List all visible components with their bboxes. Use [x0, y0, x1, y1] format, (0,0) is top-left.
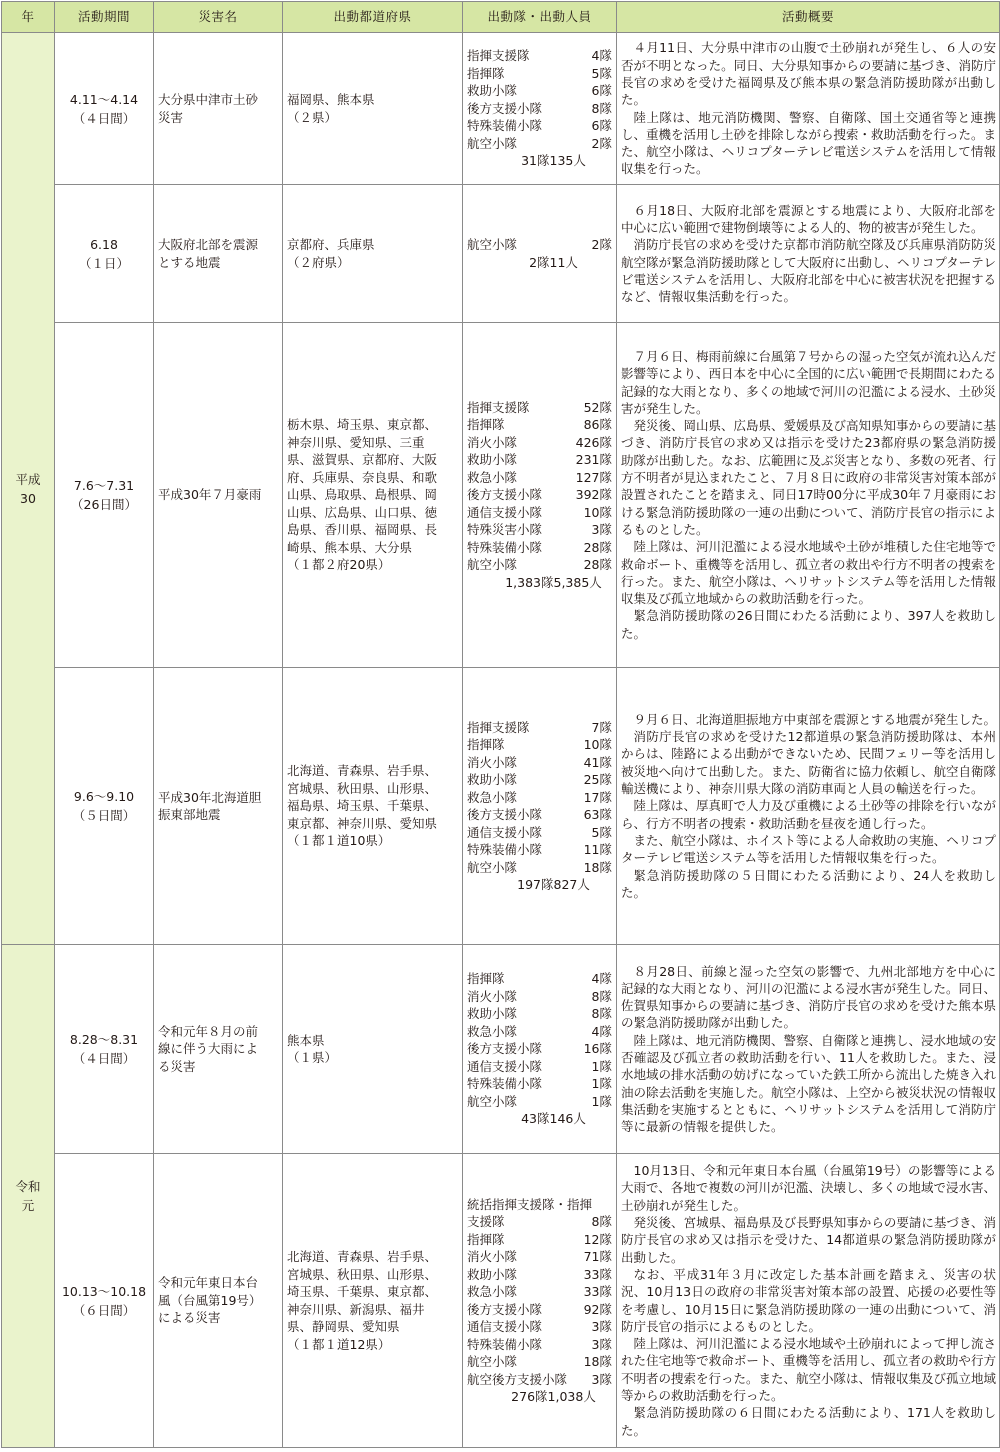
unit-count: 426隊 [575, 434, 612, 450]
overview-cell [617, 1154, 1000, 1448]
unit-row [467, 434, 612, 452]
unit-count: 392隊 [575, 487, 612, 503]
overview-cell [617, 185, 1000, 323]
unit-name: 救急小隊 [467, 789, 518, 805]
period-line: 6.18 [90, 236, 118, 252]
unit-count: 3隊 [591, 522, 612, 538]
year-label-line: 30 [20, 490, 36, 506]
year-label-line: 令和 [15, 1179, 41, 1194]
disaster-name-cell [154, 323, 283, 668]
unit-row [467, 1283, 612, 1301]
unit-name: 通信支援小隊 [467, 1319, 543, 1334]
unit-name: 指揮隊 [467, 1231, 505, 1247]
unit-count: 28隊 [583, 539, 612, 555]
units-cell [463, 1154, 617, 1448]
unit-row [467, 521, 612, 539]
overview-paragraph: 陸上隊は、地元消防機関、警察、自衛隊と連携し、浸水地域の安否確認及び孤立者の救助活動を行い、11人を救助した。また、浸水地域の排水活動の妨げになっていた鉄工所から流出した焼き入れ油の除去活動を実施した。航空小隊は、上空から被災状況の情報収集活動を実施するとともに、ヘリサットシステムを活用して消防庁等に最新の情報を提供した。 [621, 1032, 997, 1135]
unit-row [467, 1058, 612, 1076]
period-cell [55, 1154, 154, 1448]
disaster-name-line: 大分県中津市土砂 [158, 92, 259, 107]
unit-count: 2隊 [591, 135, 612, 151]
unit-total: 2隊11人 [529, 254, 578, 270]
prefecture-line: 宮城県、秋田県、山形県、 [287, 1266, 438, 1282]
disaster-name-line: 災害 [158, 109, 184, 125]
unit-row [467, 504, 612, 522]
disaster-name-line: とする地震 [158, 254, 221, 270]
unit-name: 通信支援小隊 [467, 824, 543, 840]
unit-name: 消火小隊 [467, 988, 518, 1004]
unit-total: 43隊146人 [521, 1111, 586, 1127]
prefecture-line: （１都２府20県） [287, 557, 391, 573]
unit-count: 86隊 [583, 417, 612, 433]
units-cell [463, 668, 617, 945]
period-line: 9.6～9.10 [73, 789, 135, 804]
overview-paragraph: ４月11日、大分県中津市の山腹で土砂崩れが発生し、６人の安否が不明となった。同日、大分県知事からの要請に基づき、消防庁長官の求めを受けた福岡県及び熊本県の緊急消防援助隊が出動した。 [621, 40, 996, 108]
unit-row [467, 1075, 612, 1093]
table-row [2, 33, 1000, 185]
period-line: （６日間） [72, 1302, 136, 1318]
unit-row [467, 1023, 612, 1041]
header-units: 出動隊・出動人員 [463, 2, 617, 33]
unit-row [467, 1353, 612, 1371]
overview-paragraph: 発災後、岡山県、広島県、愛媛県及び高知県知事からの要請に基づき、消防庁長官の求め又は指示を受けた23都府県の緊急消防援助隊が出動した。なお、広範囲に及ぶ災害となり、多数の死者、行方不明者が見込まれたこと、７月８日に政府の非常災害対策本部が設置されたことを踏まえ、同日17時00分に平成30年７月豪雨における緊急消防援助隊の一連の出動について、消防庁長官の指示によるものとした。 [621, 418, 997, 537]
table-row [2, 1154, 1000, 1448]
overview-paragraph: 緊急消防援助隊の26日間にわたる活動により、397人を救助した。 [621, 608, 996, 641]
unit-row [467, 1266, 612, 1284]
unit-count: 6隊 [591, 118, 612, 134]
period-cell [55, 185, 154, 323]
table-row [2, 323, 1000, 668]
prefecture-line: 東京都、神奈川県、愛知県 [287, 815, 438, 831]
overview-paragraph: 陸上隊は、河川氾濫による浸水地域や土砂が堆積した住宅地等で救命ボート、重機等を活用し、孤立者の救出や行方不明者の捜索を行った。また、航空小隊は、ヘリサットシステム等を活用した情報収集及び孤立地域からの救助活動を行った。 [621, 539, 997, 607]
unit-row [467, 771, 612, 789]
prefecture-line: 県、静岡県、愛知県 [287, 1319, 400, 1334]
unit-count: 231隊 [575, 452, 612, 468]
unit-name: 特殊装備小隊 [467, 1076, 543, 1092]
unit-name: 消火小隊 [467, 434, 518, 450]
unit-row [467, 789, 612, 807]
prefecture-line: 北海道、青森県、岩手県、 [287, 763, 438, 779]
unit-count: 71隊 [583, 1249, 612, 1264]
unit-row [467, 1231, 612, 1249]
period-line: 7.6～7.31 [73, 478, 135, 493]
prefecture-cell [283, 668, 463, 945]
unit-name: 救助小隊 [467, 1006, 518, 1022]
disaster-name-line: 大阪府北部を震源 [158, 237, 259, 252]
prefecture-cell [283, 185, 463, 323]
unit-name: 指揮隊 [467, 417, 505, 433]
overview-cell [617, 33, 1000, 185]
header-year: 年 [2, 2, 55, 33]
period-line: （４日間） [72, 110, 136, 126]
prefecture-line: 宮城県、秋田県、山形県、 [287, 780, 438, 796]
overview-paragraph: ６月18日、大阪府北部を震源とする地震により、大阪府北部を中心に広い範囲で建物倒壊等による人的、物的被害が発生した。 [621, 202, 996, 235]
unit-row [467, 117, 612, 135]
unit-name: 救急小隊 [467, 1284, 518, 1299]
unit-name: 指揮隊 [467, 737, 505, 752]
prefecture-line: 県、滋賀県、京都府、大阪 [287, 452, 438, 468]
unit-row [467, 1248, 612, 1266]
overview-paragraph: なお、平成31年３月に改定した基本計画を踏まえ、災害の状況、10月13日の政府の非常災害対策本部の設置、応援の必要性等を考慮し、10月15日に緊急消防援助隊の一連の出動について、消防庁長官の指示によるものとした。 [621, 1266, 996, 1334]
unit-count: 5隊 [591, 65, 612, 81]
prefecture-line: 神奈川県、新潟県、福井 [287, 1301, 425, 1317]
prefecture-line: 府、兵庫県、奈良県、和歌 [287, 469, 438, 485]
period-line: （26日間） [71, 497, 137, 512]
unit-row [467, 859, 612, 877]
unit-row [467, 451, 612, 469]
unit-count: 11隊 [583, 842, 612, 857]
unit-row [467, 1093, 612, 1111]
prefecture-line: 崎県、熊本県、大分県 [287, 539, 413, 555]
unit-name: 航空小隊 [467, 557, 518, 573]
unit-row [467, 1005, 612, 1023]
prefecture-line: 福島県、埼玉県、千葉県、 [287, 798, 438, 814]
unit-row [467, 988, 612, 1006]
unit-row [467, 236, 612, 254]
unit-name: 特殊装備小隊 [467, 539, 543, 555]
unit-name: 救助小隊 [467, 83, 518, 99]
unit-row [467, 486, 612, 504]
unit-count: 4隊 [591, 971, 612, 987]
table-row [2, 185, 1000, 323]
disaster-name-cell [154, 945, 283, 1154]
unit-name: 後方支援小隊 [467, 1041, 543, 1057]
unit-row [467, 416, 612, 434]
unit-count: 3隊 [591, 1371, 612, 1387]
overview-paragraph: ９月６日、北海道胆振地方中東部を震源とする地震が発生した。 [633, 711, 997, 727]
unit-row [467, 754, 612, 772]
unit-name: 指揮隊 [467, 65, 505, 81]
year-cell [2, 33, 55, 945]
period-line: （５日間） [72, 808, 136, 823]
overview-paragraph: 消防庁長官の求めを受けた京都市消防航空隊及び兵庫県消防防災航空隊が緊急消防援助隊として大阪府に出動し、ヘリコプターテレビ電送システムを活用し、大阪府北部を中心に被害状況を把握するなど、情報収集活動を行った。 [621, 237, 997, 305]
period-cell [55, 668, 154, 945]
prefecture-line: 埼玉県、千葉県、東京都、 [287, 1284, 438, 1299]
unit-name: 救助小隊 [467, 452, 518, 468]
unit-count: 63隊 [583, 807, 612, 822]
unit-count: 18隊 [583, 1354, 612, 1369]
period-cell [55, 323, 154, 668]
table-row [2, 945, 1000, 1154]
unit-name: 通信支援小隊 [467, 1058, 543, 1074]
prefecture-line: 山県、鳥取県、島根県、岡 [287, 487, 438, 503]
period-line: 8.28～8.31 [69, 1032, 139, 1047]
unit-row [467, 841, 612, 859]
overview-paragraph: 陸上隊は、厚真町で人力及び重機による土砂等の排除を行いながら、行方不明者の捜索・救助活動を昼夜を通し行った。 [621, 798, 997, 831]
unit-count: 10隊 [583, 504, 612, 520]
unit-name: 航空後方支援小隊 [467, 1371, 568, 1387]
disaster-name-line: による災害 [158, 1310, 221, 1326]
unit-count: 12隊 [583, 1231, 612, 1247]
overview-paragraph: また、航空小隊は、ホイスト等による人命救助の実施、ヘリコプターテレビ電送システム等を活用した情報収集を行った。 [621, 832, 996, 866]
disaster-name-cell [154, 668, 283, 945]
unit-count: 4隊 [591, 48, 612, 64]
unit-row [467, 1301, 612, 1319]
prefecture-cell [283, 33, 463, 185]
unit-head-line: 統括指揮支援隊・指揮 [467, 1196, 593, 1212]
unit-count: 1隊 [591, 1058, 612, 1074]
unit-name: 指揮支援隊 [467, 719, 530, 735]
unit-name: 特殊装備小隊 [467, 118, 543, 134]
overview-paragraph: 緊急消防援助隊の５日間にわたる活動により、24人を救助した。 [621, 867, 996, 900]
overview-paragraph: 緊急消防援助隊の６日間にわたる活動により、171人を救助した。 [621, 1405, 996, 1438]
prefecture-line: 福岡県、熊本県 [287, 92, 375, 107]
unit-row [467, 1213, 612, 1231]
unit-row [467, 47, 612, 65]
unit-total: 1,383隊5,385人 [505, 574, 602, 590]
prefecture-line: 京都府、兵庫県 [287, 237, 375, 252]
disaster-name-line: る災害 [158, 1058, 196, 1074]
unit-name: 後方支援小隊 [467, 487, 543, 503]
unit-row [467, 100, 612, 118]
unit-name: 支援隊 [467, 1214, 505, 1229]
overview-paragraph: ７月６日、梅雨前線に台風第７号からの湿った空気が流れ込んだ影響等により、西日本を中心に全国的に広い範囲で長期間にわたる記録的な大雨となり、多くの地域で河川の氾濫による浸水、土砂災害が発生した。 [621, 348, 997, 416]
unit-count: 28隊 [583, 557, 612, 573]
unit-name: 指揮支援隊 [467, 399, 530, 415]
prefecture-line: 山県、広島県、山口県、徳 [287, 504, 438, 520]
table-row [2, 668, 1000, 945]
unit-count: 17隊 [583, 789, 612, 805]
period-line: 4.11～4.14 [69, 91, 139, 107]
unit-count: 16隊 [583, 1041, 612, 1057]
unit-count: 33隊 [583, 1266, 612, 1282]
unit-count: 18隊 [583, 859, 612, 875]
prefecture-line: 神奈川県、愛知県、三重 [287, 434, 425, 450]
prefecture-line: （１都１道10県） [287, 833, 391, 849]
unit-row [467, 539, 612, 557]
prefecture-line: （１県） [287, 1050, 338, 1065]
unit-count: 92隊 [583, 1301, 612, 1317]
unit-name: 救急小隊 [467, 469, 518, 485]
unit-count: 2隊 [591, 237, 612, 252]
unit-count: 41隊 [583, 754, 612, 770]
header-disaster-name: 災害名 [154, 2, 283, 33]
unit-total: 276隊1,038人 [511, 1389, 596, 1404]
units-cell [463, 945, 617, 1154]
disaster-name-line: 令和元年８月の前 [158, 1023, 259, 1039]
unit-row [467, 806, 612, 824]
unit-row [467, 1318, 612, 1336]
unit-name: 後方支援小隊 [467, 100, 543, 116]
unit-row [467, 824, 612, 842]
unit-name: 後方支援小隊 [467, 807, 543, 822]
unit-count: 8隊 [591, 1214, 612, 1229]
disaster-name-line: 令和元年東日本台 [158, 1275, 259, 1291]
overview-paragraph: 陸上隊は、河川氾濫による浸水地域や土砂崩れによって押し流された住宅地等で救命ボート、重機等を活用し、孤立者の救助や行方不明者の捜索を行った。また、航空小隊は、情報収集及び孤立地域等からの救助活動を行った。 [621, 1336, 997, 1403]
unit-name: 救助小隊 [467, 1266, 518, 1282]
unit-row [467, 1040, 612, 1058]
prefecture-cell [283, 1154, 463, 1448]
overview-paragraph: 発災後、宮城県、福島県及び長野県知事からの要請に基づき、消防庁長官の求め又は指示を受けた、14都道県の緊急消防援助隊が出動した。 [621, 1215, 996, 1265]
unit-row [467, 1371, 612, 1389]
unit-row [467, 135, 612, 153]
unit-count: 7隊 [591, 719, 612, 735]
disaster-name-cell [154, 33, 283, 185]
unit-row [467, 556, 612, 574]
disaster-name-line: 風（台風第19号） [158, 1292, 262, 1308]
prefecture-line: 栃木県、埼玉県、東京都、 [287, 417, 438, 433]
overview-cell [617, 945, 1000, 1154]
unit-row [467, 399, 612, 417]
unit-name: 指揮支援隊 [467, 48, 530, 64]
unit-total: 197隊827人 [517, 877, 590, 892]
unit-row [467, 736, 612, 754]
unit-count: 127隊 [575, 469, 612, 485]
unit-name: 消火小隊 [467, 754, 518, 770]
prefecture-cell [283, 945, 463, 1154]
disaster-name-line: 平成30年７月豪雨 [158, 487, 262, 503]
unit-row [467, 82, 612, 100]
period-line: （４日間） [72, 1051, 136, 1066]
unit-name: 航空小隊 [467, 237, 518, 252]
unit-count: 52隊 [583, 399, 612, 415]
units-cell [463, 33, 617, 185]
period-line: （１日） [78, 255, 129, 271]
disaster-name-cell [154, 185, 283, 323]
unit-row [467, 1336, 612, 1354]
disaster-name-line: 線に伴う大雨によ [158, 1041, 259, 1057]
prefecture-line: 島県、香川県、福岡県、長 [287, 522, 438, 538]
disaster-activity-table [1, 1, 1000, 1448]
units-cell [463, 323, 617, 668]
unit-name: 救急小隊 [467, 1023, 518, 1039]
unit-name: 航空小隊 [467, 859, 518, 875]
prefecture-line: 北海道、青森県、岩手県、 [287, 1249, 438, 1264]
overview-cell [617, 323, 1000, 668]
unit-count: 8隊 [591, 988, 612, 1004]
unit-count: 3隊 [591, 1336, 612, 1352]
units-cell [463, 185, 617, 323]
unit-count: 1隊 [591, 1076, 612, 1092]
overview-paragraph: 消防庁長官の求めを受けた12都道県の緊急消防援助隊は、本州からは、陸路による出動ができないため、民間フェリー等を活用し被災地へ向けて出動した。また、防衛省に協力依頼し、航空自衛隊輸送機により、神奈川県大隊の消防車両と人員の輸送を行った。 [621, 729, 997, 797]
unit-name: 航空小隊 [467, 1354, 518, 1369]
unit-name: 特殊災害小隊 [467, 522, 543, 538]
prefecture-line: （２府県） [287, 254, 350, 270]
prefecture-cell [283, 323, 463, 668]
unit-name: 特殊装備小隊 [467, 842, 543, 857]
prefecture-line: 熊本県 [287, 1032, 325, 1048]
year-label-line: 平成 [15, 471, 41, 487]
unit-count: 6隊 [591, 83, 612, 99]
unit-row [467, 719, 612, 737]
period-line: 10.13～10.18 [61, 1283, 147, 1299]
disaster-name-cell [154, 1154, 283, 1448]
unit-row [467, 970, 612, 988]
period-cell [55, 33, 154, 185]
unit-name: 後方支援小隊 [467, 1301, 543, 1317]
disaster-name-line: 平成30年北海道胆 [158, 789, 262, 805]
unit-total: 31隊135人 [521, 153, 586, 169]
unit-count: 25隊 [583, 772, 612, 787]
overview-paragraph: ８月28日、前線と湿った空気の影響で、九州北部地方を中心に記録的な大雨となり、河川の氾濫による浸水害が発生した。同日、佐賀県知事からの要請に基づき、消防庁長官の求めを受けた熊本県の緊急消防援助隊が出動した。 [621, 963, 997, 1031]
unit-count: 5隊 [591, 824, 612, 840]
unit-count: 3隊 [591, 1319, 612, 1334]
unit-name: 消火小隊 [467, 1249, 518, 1264]
header-period: 活動期間 [55, 2, 154, 33]
header-overview: 活動概要 [617, 2, 1000, 33]
unit-name: 特殊装備小隊 [467, 1336, 543, 1352]
header-row [2, 2, 1000, 33]
unit-name: 通信支援小隊 [467, 504, 543, 520]
unit-count: 8隊 [591, 1006, 612, 1022]
unit-count: 8隊 [591, 100, 612, 116]
unit-name: 救助小隊 [467, 772, 518, 787]
unit-row [467, 469, 612, 487]
unit-count: 4隊 [591, 1023, 612, 1039]
overview-cell [617, 668, 1000, 945]
year-label-line: 元 [21, 1198, 35, 1213]
unit-name: 指揮隊 [467, 971, 505, 987]
header-prefectures: 出動都道府県 [283, 2, 463, 33]
overview-paragraph: 10月13日、令和元年東日本台風（台風第19号）の影響等による大雨で、各地で複数の河川が氾濫、決壊し、多くの地域で浸水害、土砂崩れが発生した。 [621, 1163, 996, 1213]
disaster-name-line: 振東部地震 [158, 807, 221, 822]
year-cell [2, 945, 55, 1448]
prefecture-line: （２県） [287, 109, 338, 125]
unit-count: 33隊 [583, 1284, 612, 1299]
unit-count: 1隊 [591, 1093, 612, 1109]
period-cell [55, 945, 154, 1154]
overview-paragraph: 陸上隊は、地元消防機関、警察、自衛隊、国土交通省等と連携し、重機を活用し土砂を排除しながら捜索・救助活動を行った。また、航空小隊は、ヘリコプターテレビ電送システムを活用して情報収集を行った。 [621, 109, 997, 177]
unit-name: 航空小隊 [467, 135, 518, 151]
unit-name: 航空小隊 [467, 1093, 518, 1109]
unit-count: 10隊 [583, 737, 612, 752]
prefecture-line: （１都１道12県） [287, 1336, 391, 1352]
unit-row [467, 65, 612, 83]
